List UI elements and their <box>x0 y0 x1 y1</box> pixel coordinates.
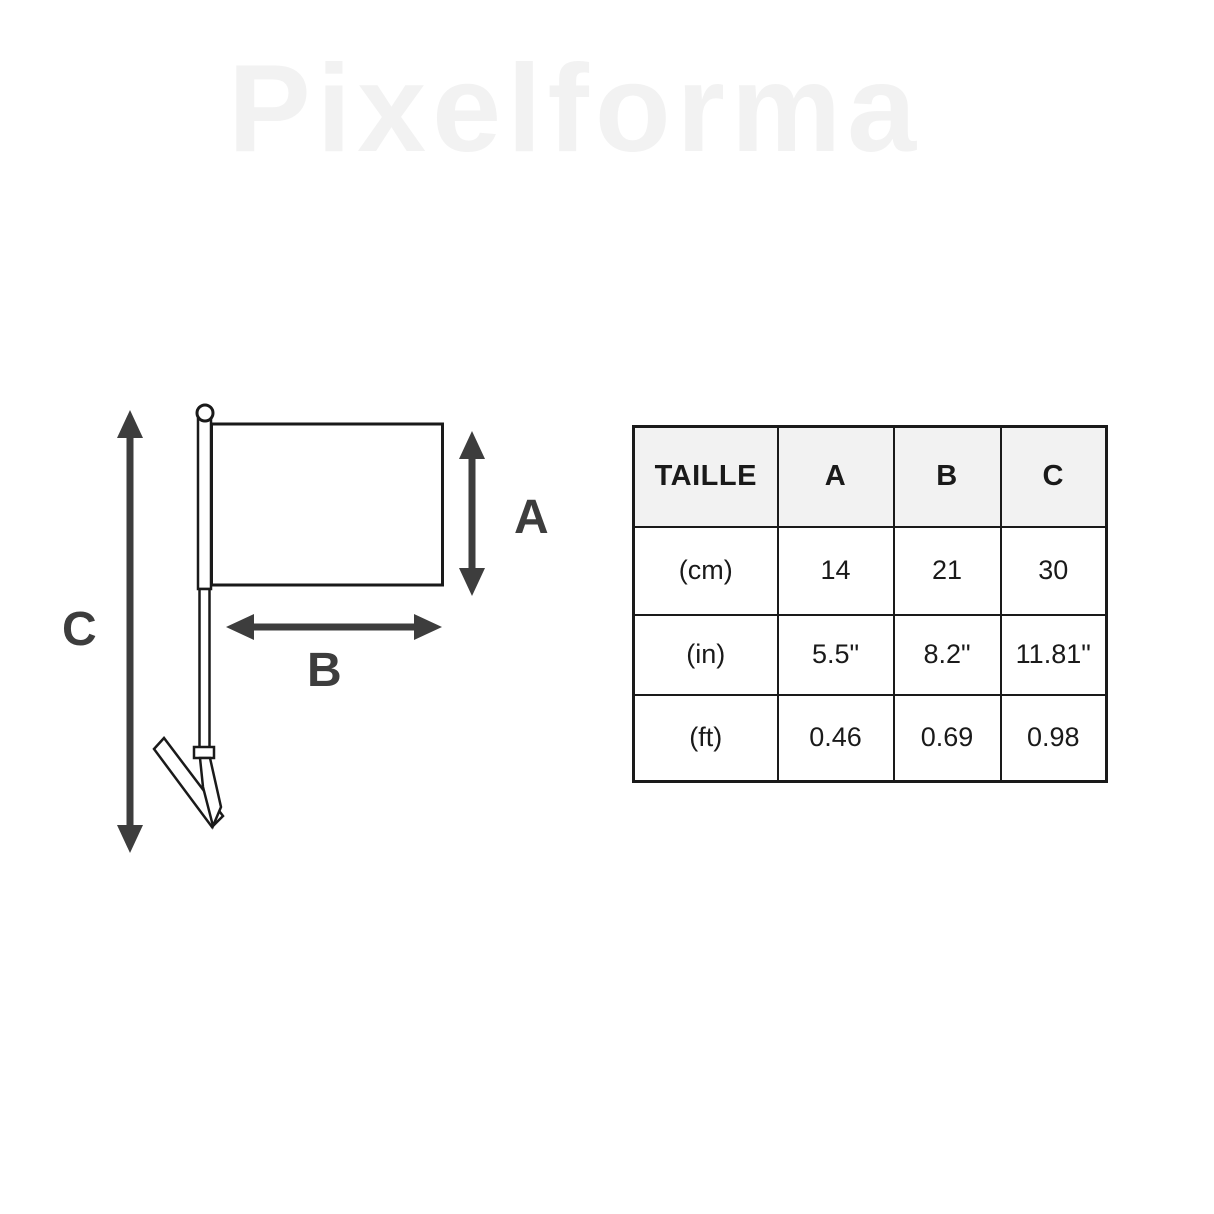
table-row-ft <box>634 695 1107 782</box>
dimension-arrow-a <box>459 431 485 596</box>
cell-cm-c: 30 <box>1001 527 1107 615</box>
size-table <box>632 425 1108 783</box>
cell-in-a: 5.5" <box>778 615 894 695</box>
header-cell-c: C <box>1001 427 1107 527</box>
header-cell-b: B <box>894 427 1001 527</box>
cell-ft-a: 0.46 <box>778 695 894 782</box>
row-label-ft: (ft) <box>634 695 778 782</box>
cell-cm-b: 21 <box>894 527 1001 615</box>
flag-pole <box>198 419 211 748</box>
row-label-in: (in) <box>634 615 778 695</box>
dimension-arrow-b <box>226 614 442 640</box>
cell-in-b: 8.2" <box>894 615 1001 695</box>
table-row-in <box>634 615 1107 695</box>
row-label-cm: (cm) <box>634 527 778 615</box>
header-cell-taille: TAILLE <box>634 427 778 527</box>
cell-cm-a: 14 <box>778 527 894 615</box>
flag-panel <box>212 424 443 585</box>
size-table-header-row <box>634 427 1107 527</box>
pole-ball-top <box>197 405 213 421</box>
dimension-label-a: A <box>514 491 549 544</box>
window-clip-mount <box>154 738 223 827</box>
dimension-label-b: B <box>307 644 342 697</box>
header-cell-a: A <box>778 427 894 527</box>
cell-ft-b: 0.69 <box>894 695 1001 782</box>
cell-ft-c: 0.98 <box>1001 695 1107 782</box>
table-row-cm <box>634 527 1107 615</box>
cell-in-c: 11.81" <box>1001 615 1107 695</box>
car-flag-diagram <box>40 390 570 880</box>
dimension-arrow-c <box>117 410 143 853</box>
watermark: Pixelforma <box>228 40 923 178</box>
dimension-label-c: C <box>62 603 97 656</box>
